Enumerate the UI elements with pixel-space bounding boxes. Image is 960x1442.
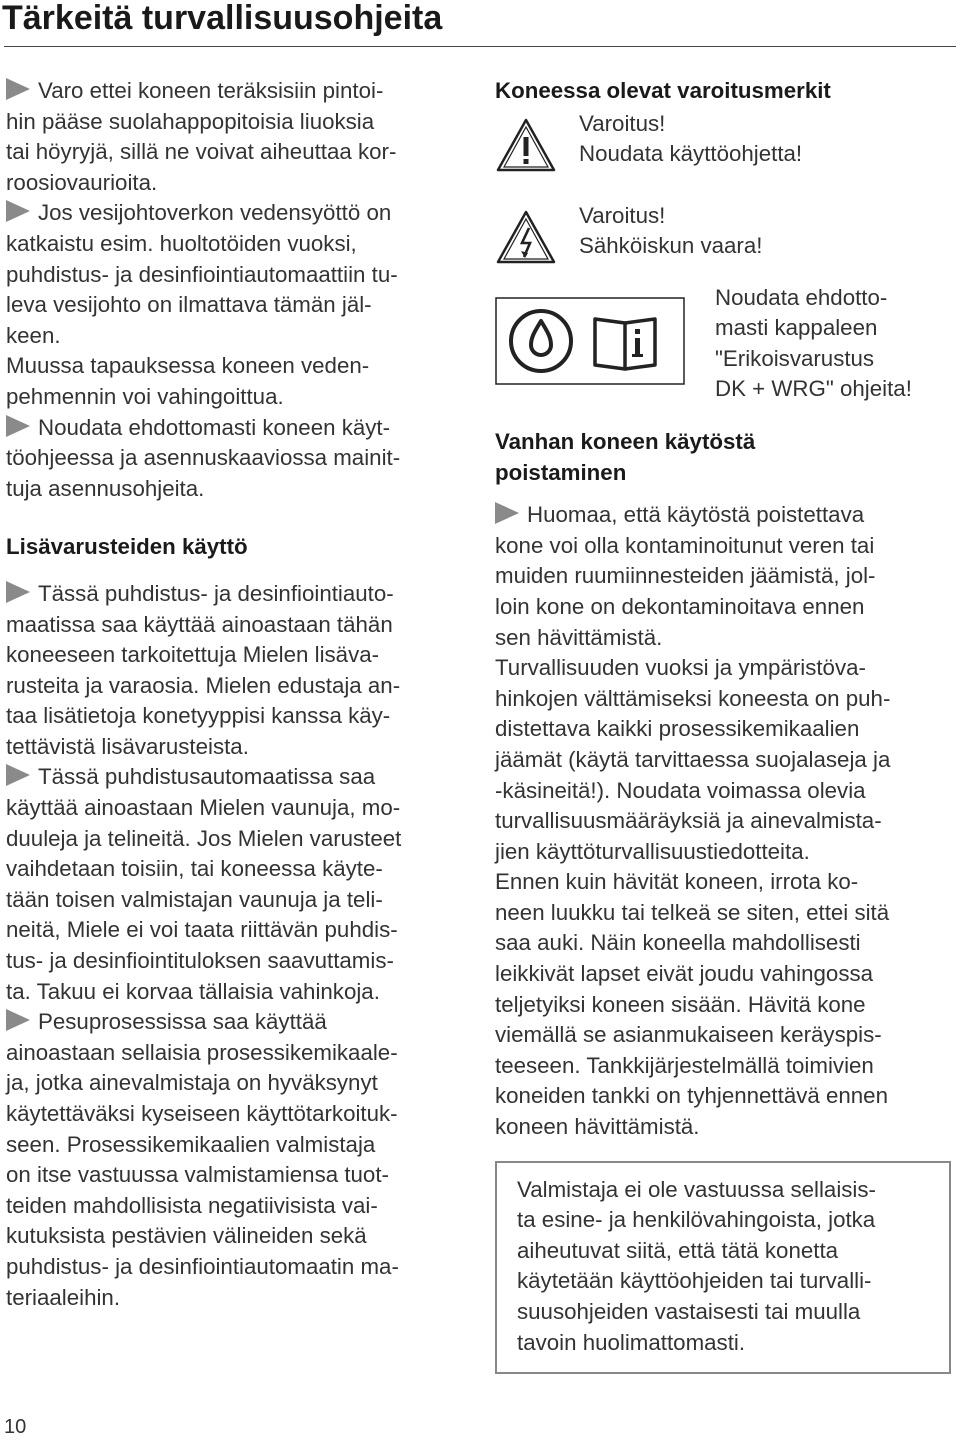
warning-general-row [495,109,957,201]
accessories-note-trolleys: Tässä puhdistusautomaatissa saa käyttää ainoastaan Mielen vaunuja, mo- duuleja ja telineitä. Jos Mielen varusteet vaihdetaan toisiin, tai koneessa käyte- tään toisen valmistajan vaunuja ja teli- neitä, Miele ei voi taata riittävän puhdis- tus- ja desinfiointituloksen saavuttamis- ta. Takuu ei korvaa tällaisia vahinkoja. [6,764,402,1004]
accessories-note-chemicals: Pesuprosessissa saa käyttää ainoastaan sellaisia prosessikemikaale- ja, jotka ainevalmistaja on hyväksynyt käytettäväksi kyseiseen käyttötarkoituk- seen. Prosessikemikaalien valmistaja on itse vastuussa valmistamiensa tuot- teiden mahdollisista negatiivisista vai- kutuksista pestävien välineiden sekä puhdistus- ja desinfiointiautomaatin ma- teriaaleihin. [6,1009,399,1310]
special-equipment-row [495,283,957,405]
heading-disposal: Vanhan koneen käytöstä poistaminen [495,428,756,485]
heading-warning-signs: Koneessa olevat varoitusmerkit [495,78,831,103]
right-column [495,76,957,1374]
disposal-text: Huomaa, että käytöstä poistettava kone voi olla kontaminoitunut veren tai muiden ruumiinnesteiden jäämistä, jol- loin kone on dekontaminoitava ennen sen hävittämistä. Turvallisuuden vuoksi ja ympäristöva- hinkojen välttämiseksi koneesta on puh- distettava kaikki prosessikemikaalien jäämät (käytä tarvittaessa suojalaseja ja -käsineitä!). Noudata voimassa olevia turvallisuusmääräyksiä ja ainevalmista- jien käyttöturvallisuustiedotteita. Ennen kuin hävität koneen, irrota ko- neen luukku tai telkeä se siten, ettei sitä saa auki. Näin koneella mahdollisesti leikkivät lapset eivät joudu vahingossa teljetyiksi koneen sisään. Hävitä kone viemällä se asianmukaiseen keräyspis- teeseen. Tankkijärjestelmällä toimivien koneiden tankki on tyhjennettävä ennen koneen hävittämistä. [495,502,891,1140]
arrow-bullet-icon [495,502,519,524]
left-column [6,76,468,1313]
title-rule [4,46,956,47]
arrow-bullet-icon [6,581,30,603]
warning-triangle-exclamation-icon [495,117,557,173]
safety-note-installation: Noudata ehdottomasti koneen käyt- töohjeessa ja asennuskaaviossa mainit- tuja asennusohjeita. [6,414,401,501]
arrow-bullet-icon [6,415,30,437]
special-equipment-icons [495,297,685,385]
warning-general-text: Varoitus! Noudata käyttöohjetta! [579,110,803,167]
liability-note-box: Valmistaja ei ole vastuussa sellaisis- ta esine- ja henkilövahingoista, jotka aiheutuvat siitä, että tätä konetta käytetään käyttöohjeiden tai turvalli- suusohjeiden vastaisesti tai muulla tavoin huolimattomasti. [495,1161,951,1375]
warning-triangle-lightning-icon [495,209,557,265]
special-equipment-text: Noudata ehdotto- masti kappaleen "Erikoisvarustus DK + WRG" ohjeita! [715,284,912,402]
page-number: 10 [4,1416,27,1438]
water-drop-icon [511,311,571,371]
warning-electric-text: Varoitus! Sähköiskun vaara! [579,202,763,259]
page-title: Tärkeitä turvallisuusohjeita [2,0,443,37]
accessories-note-spare-parts: Tässä puhdistus- ja desinfiointiauto- maatissa saa käyttää ainoastaan tähän koneeseen tarkoitettuja Mielen lisäva- rusteita ja varaosia. Mielen edustaja an- taa lisätietoja konetyyppisi kanssa käy- tettävistä lisävarusteista. [6,580,401,759]
heading-accessories: Lisävarusteiden käyttö [6,534,248,560]
manual-info-icon [595,319,655,369]
safety-note-steel: Varo ettei koneen teräksisiin pintoi- hin pääse suolahappopitoisia liuoksia tai höyryjä, sillä ne voivat aiheuttaa kor- roosiovaurioita. [6,78,397,195]
arrow-bullet-icon [6,78,30,100]
safety-note-water-supply: Jos vesijohtoverkon vedensyöttö on katkaistu esim. huoltotöiden vuoksi, puhdistus- ja desinfiointiautomaattiin tu- leva vesijohto on ilmattava tämän jäl- keen. Muussa tapauksessa koneen veden- pehmennin voi vahingoittua. [6,200,398,409]
warning-electric-row [495,201,957,293]
arrow-bullet-icon [6,1009,30,1031]
arrow-bullet-icon [6,764,30,786]
arrow-bullet-icon [6,200,30,222]
